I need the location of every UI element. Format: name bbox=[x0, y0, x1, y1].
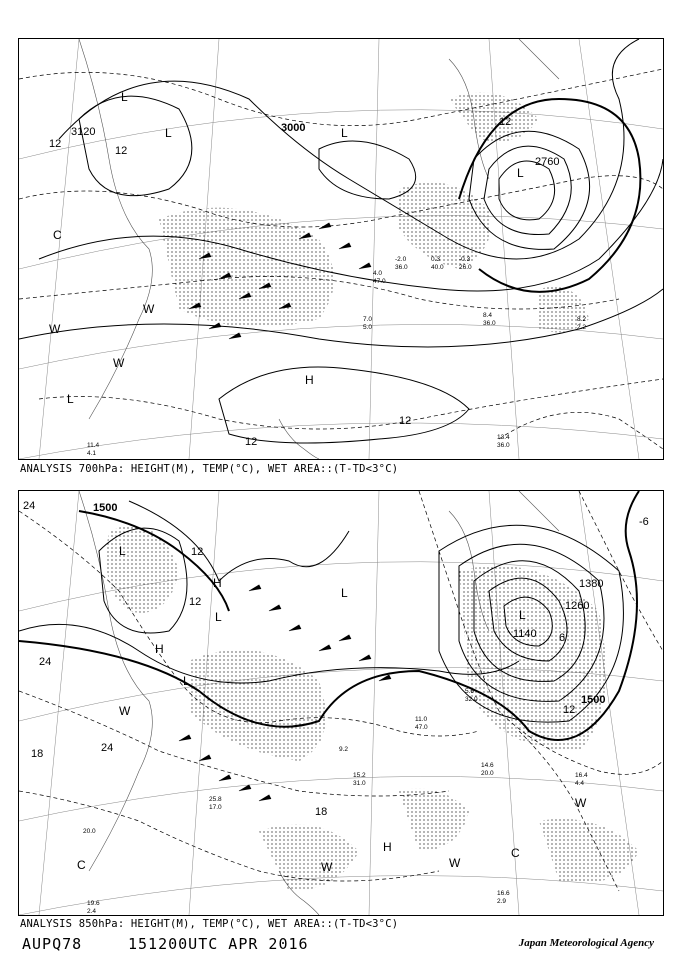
agency-name: Japan Meteorological Agency bbox=[518, 937, 654, 949]
chart-850hpa bbox=[18, 490, 664, 916]
station-value: 11.4 bbox=[87, 442, 100, 449]
isotherm-label: 12 bbox=[245, 436, 258, 448]
chart-850hpa-caption: ANALYSIS 850hPa: HEIGHT(M), TEMP(°C), WET AREA::(T-TD<3°C) bbox=[20, 918, 399, 930]
wet-areas bbox=[159, 92, 589, 332]
height-label-1380: 1380 bbox=[579, 578, 604, 590]
station-value: 4.1 bbox=[87, 450, 97, 457]
cold-marker: C bbox=[77, 858, 86, 872]
isotherm-label: 18 bbox=[315, 806, 328, 818]
warm-marker: W bbox=[119, 704, 131, 718]
station-value: 16.6 bbox=[497, 890, 510, 897]
station-value: 47.0 bbox=[415, 724, 428, 731]
high-pressure-marker: H bbox=[305, 373, 314, 387]
chart-850hpa-svg bbox=[19, 491, 663, 915]
station-value: 2.2 bbox=[577, 324, 587, 331]
station-value: 31.0 bbox=[353, 780, 366, 787]
isotherm-label: 12 bbox=[189, 596, 202, 608]
station-value: 19.6 bbox=[87, 900, 100, 907]
warm-marker: W bbox=[321, 860, 333, 874]
isotherm-label: 12 bbox=[115, 145, 128, 157]
product-id: AUPQ78 bbox=[22, 935, 83, 953]
chart-700hpa-svg bbox=[19, 39, 663, 459]
height-label-1260: 1260 bbox=[565, 600, 590, 612]
isotherm-label: 18 bbox=[31, 748, 44, 760]
wet-areas bbox=[107, 526, 640, 891]
station-value: 17.0 bbox=[209, 804, 222, 811]
station-value: 2.9 bbox=[497, 898, 507, 905]
isotherm-label: 12 bbox=[563, 704, 576, 716]
station-value: 26.0 bbox=[459, 264, 472, 271]
high-pressure-marker: H bbox=[155, 642, 164, 656]
low-pressure-marker: L bbox=[341, 126, 348, 140]
station-value: 14.6 bbox=[481, 762, 494, 769]
station-value: 4.4 bbox=[575, 780, 585, 787]
height-label-3000: 3000 bbox=[281, 122, 306, 134]
station-value: 13.4 bbox=[497, 434, 510, 441]
station-value: 25.8 bbox=[209, 796, 222, 803]
station-value: 11.0 bbox=[415, 716, 428, 723]
warm-marker: W bbox=[575, 796, 587, 810]
station-value: 2.4 bbox=[87, 908, 97, 915]
station-value: 0.3 bbox=[431, 256, 441, 263]
station-value: 8.2 bbox=[577, 316, 587, 323]
station-value: -2.0 bbox=[395, 256, 407, 263]
station-value: 8.4 bbox=[483, 312, 493, 319]
isotherm-label: -6 bbox=[639, 516, 649, 528]
station-value: 40.0 bbox=[431, 264, 444, 271]
station-value: 5.0 bbox=[363, 324, 373, 331]
station-value: 20.0 bbox=[481, 770, 494, 777]
cold-marker: C bbox=[53, 228, 62, 242]
chart-700hpa-caption: ANALYSIS 700hPa: HEIGHT(M), TEMP(°C), WET AREA::(T-TD<3°C) bbox=[20, 463, 399, 475]
height-label-2760: 2760 bbox=[535, 156, 560, 168]
station-value: 36.0 bbox=[395, 264, 408, 271]
isotherm-label: 6 bbox=[559, 632, 566, 644]
station-value: -0.3 bbox=[459, 256, 471, 263]
height-contour-high bbox=[219, 367, 469, 443]
low-pressure-marker: L bbox=[215, 610, 222, 624]
low-pressure-marker: L bbox=[67, 392, 74, 406]
low-pressure-marker: L bbox=[119, 544, 126, 558]
station-value: 36.0 bbox=[483, 320, 496, 327]
low-pressure-marker: L bbox=[121, 90, 128, 104]
height-label-1500: 1500 bbox=[93, 502, 118, 514]
isotherm-label: 12 bbox=[191, 546, 204, 558]
height-label-1500: 1500 bbox=[581, 694, 606, 706]
chart-700hpa bbox=[18, 38, 664, 460]
low-pressure-marker: L bbox=[183, 674, 190, 688]
station-value: 9.2 bbox=[339, 746, 349, 753]
low-pressure-marker: L bbox=[341, 586, 348, 600]
station-value: 4.0 bbox=[373, 270, 383, 277]
low-pressure-marker: L bbox=[165, 126, 172, 140]
cold-marker: C bbox=[511, 846, 520, 860]
station-value: 32.0 bbox=[465, 696, 478, 703]
isotherm-label: 12 bbox=[499, 116, 512, 128]
low-pressure-marker: L bbox=[519, 608, 526, 622]
station-value: 36.0 bbox=[497, 442, 510, 449]
height-label-3120: 3120 bbox=[71, 126, 96, 138]
warm-marker: W bbox=[449, 856, 461, 870]
warm-marker: W bbox=[143, 302, 155, 316]
warm-marker: W bbox=[113, 356, 125, 370]
height-label-1140: 1140 bbox=[513, 628, 537, 640]
station-value: 7.0 bbox=[363, 316, 373, 323]
isotherm-label: 24 bbox=[23, 500, 36, 512]
low-pressure-marker: L bbox=[517, 166, 524, 180]
isotherm-label: 12 bbox=[49, 138, 62, 150]
station-value: 16.4 bbox=[575, 772, 588, 779]
isotherm-label: 24 bbox=[101, 742, 114, 754]
warm-marker: W bbox=[49, 322, 61, 336]
station-value: 5.6 bbox=[465, 688, 475, 695]
station-value: 20.0 bbox=[83, 828, 96, 835]
high-pressure-marker: H bbox=[383, 840, 392, 854]
station-value: 47.0 bbox=[373, 278, 386, 285]
isotherm-label: 12 bbox=[399, 415, 412, 427]
station-value: 15.2 bbox=[353, 772, 366, 779]
valid-time: 151200UTC APR 2016 bbox=[128, 935, 309, 953]
graticule bbox=[19, 39, 663, 459]
isotherm-label: 24 bbox=[39, 656, 52, 668]
high-pressure-marker: H bbox=[213, 576, 222, 590]
